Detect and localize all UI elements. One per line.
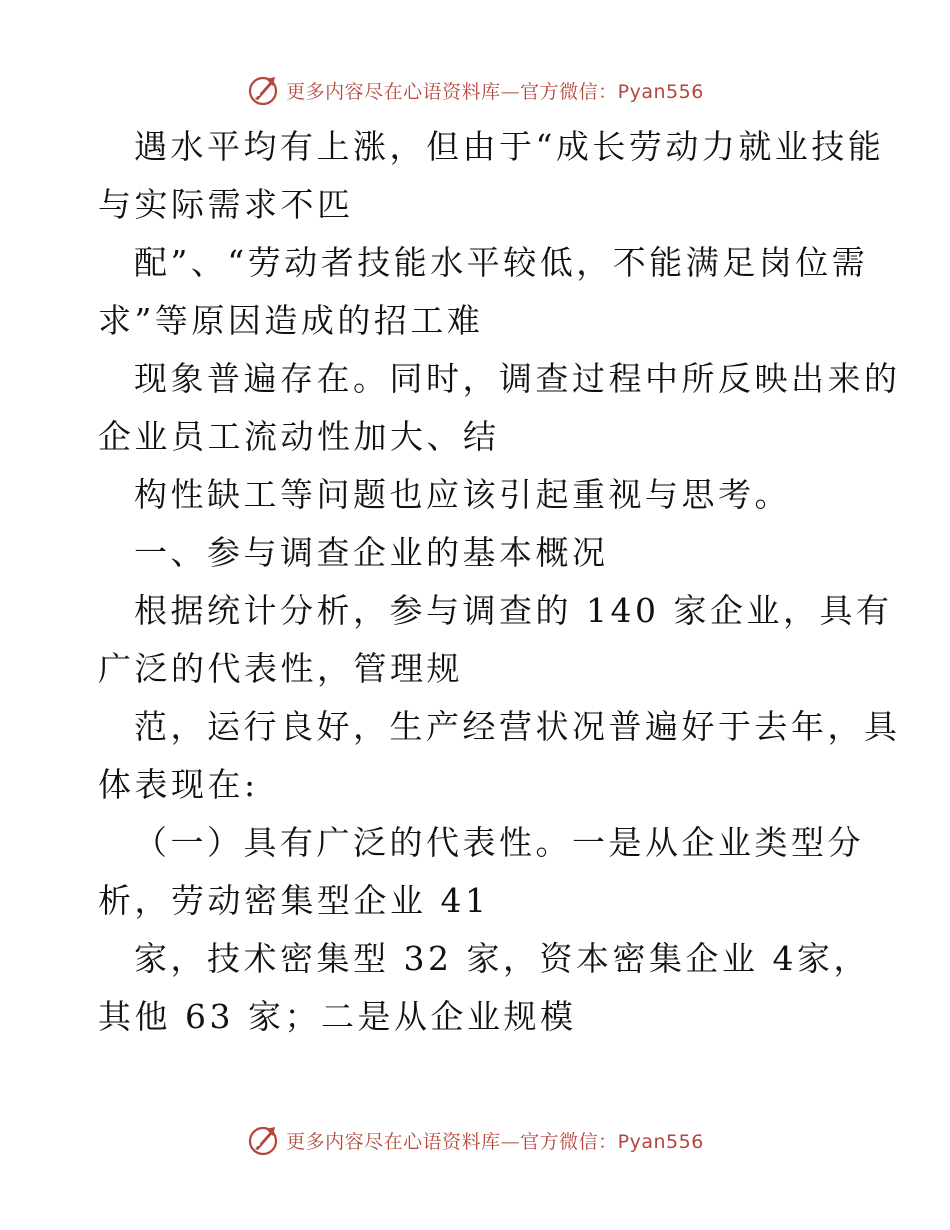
quill-logo-icon xyxy=(246,1123,280,1157)
text-line: 企业员工流动性加大、结 xyxy=(98,417,500,456)
quill-logo-icon xyxy=(246,73,280,107)
text-line: 求”等原因造成的招工难 xyxy=(98,301,484,340)
watermark-text: 更多内容尽在心语资料库—官方微信：Pyan556 xyxy=(286,80,704,103)
watermark-text: 更多内容尽在心语资料库—官方微信：Pyan556 xyxy=(286,1130,704,1153)
text-line: 根据统计分析，参与调查的 140 家企业，具有 xyxy=(134,591,893,630)
text-line: 与实际需求不匹 xyxy=(98,185,354,224)
text-line: 广泛的代表性，管理规 xyxy=(98,649,463,688)
text-line: 构性缺工等问题也应该引起重视与思考。 xyxy=(134,475,791,514)
text-line: 其他 63 家；二是从企业规模 xyxy=(98,997,577,1036)
text-line: （一）具有广泛的代表性。一是从企业类型分 xyxy=(134,823,864,862)
text-line: 遇水平均有上涨，但由于“成长劳动力就业技能 xyxy=(134,127,885,166)
text-line: 家，技术密集型 32 家，资本密集企业 4家， xyxy=(134,939,870,978)
text-line: 体表现在: xyxy=(98,765,259,804)
header-watermark xyxy=(0,70,950,110)
text-line: 析，劳动密集型企业 41 xyxy=(98,881,490,920)
text-line: 现象普遍存在。同时，调查过程中所反映出来的 xyxy=(134,359,901,398)
text-line: 配”、“劳动者技能水平较低，不能满足岗位需 xyxy=(134,243,869,282)
footer-watermark xyxy=(0,1120,950,1160)
document-body xyxy=(98,118,901,1046)
text-line: 范，运行良好，生产经营状况普遍好于去年，具 xyxy=(134,707,901,746)
text-line: 一、参与调查企业的基本概况 xyxy=(134,533,609,572)
